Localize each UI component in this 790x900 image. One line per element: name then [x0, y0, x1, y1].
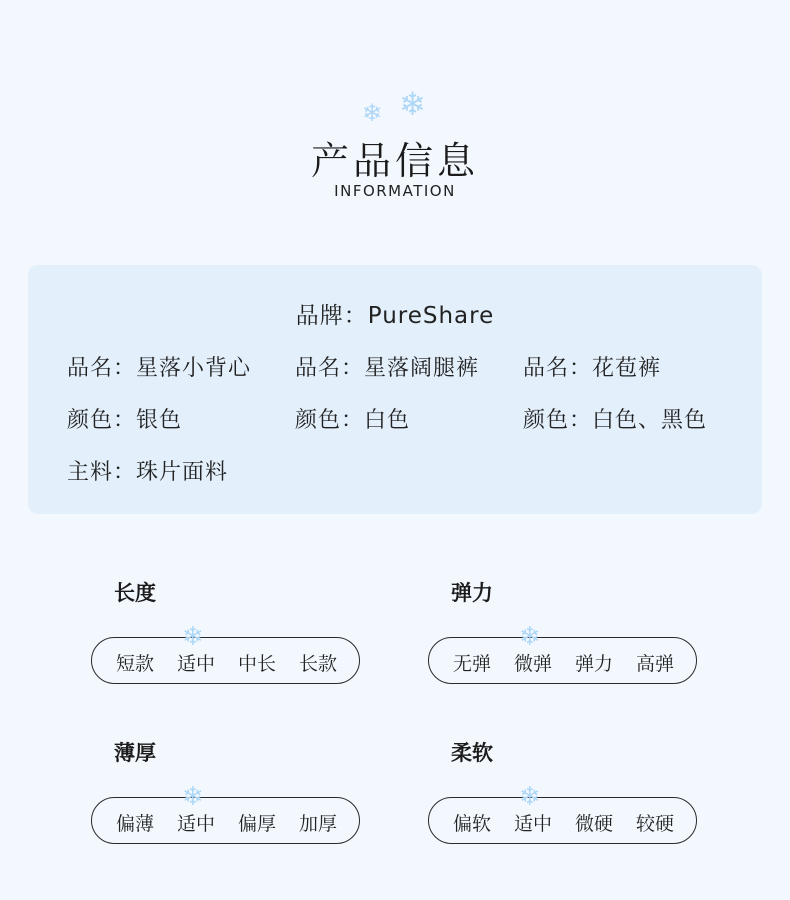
page-title: 产品信息	[310, 139, 479, 183]
elasticity-option: 高弹	[635, 653, 674, 675]
softness-scale	[428, 782, 697, 844]
product-name-vest: 品名：星落小背心	[67, 356, 252, 381]
softness-option: 微硬	[574, 813, 613, 835]
softness-option-selected: 适中	[513, 813, 552, 835]
color-vest: 颜色：银色	[67, 408, 183, 433]
snowflake-marker-icon: ❄	[519, 622, 541, 652]
elasticity-option: 无弹	[452, 653, 491, 675]
color-wide-pants: 颜色：白色	[295, 408, 411, 433]
elasticity-option-selected: 微弹	[513, 653, 552, 675]
snowflake-icon-large: ❄	[399, 85, 426, 123]
elasticity-scale	[428, 622, 697, 684]
attribute-label-thickness: 薄厚	[114, 741, 156, 765]
snowflake-icon-small: ❄	[362, 99, 383, 127]
elasticity-option: 弹力	[574, 653, 613, 675]
length-option: 中长	[237, 653, 276, 675]
color-bud-pants: 颜色：白色、黑色	[523, 408, 708, 433]
product-name-wide-pants: 品名：星落阔腿裤	[295, 356, 480, 381]
attribute-label-elasticity: 弹力	[451, 581, 493, 605]
thickness-option-selected: 适中	[176, 813, 215, 835]
softness-option: 较硬	[635, 813, 674, 835]
thickness-option: 加厚	[298, 813, 337, 835]
thickness-scale	[91, 782, 360, 844]
attribute-label-length: 长度	[114, 581, 156, 605]
softness-option: 偏软	[452, 813, 491, 835]
product-name-bud-pants: 品名：花苞裤	[523, 356, 662, 381]
page-subtitle: INFORMATION	[334, 182, 456, 200]
length-scale	[91, 622, 360, 684]
length-option: 长款	[298, 653, 337, 675]
snowflake-marker-icon: ❄	[182, 782, 204, 812]
brand-text: 品牌：PureShare	[295, 303, 495, 329]
thickness-option: 偏薄	[115, 813, 154, 835]
snowflake-marker-icon: ❄	[182, 622, 204, 652]
main-material: 主料：珠片面料	[67, 460, 229, 485]
length-option-selected: 适中	[176, 653, 215, 675]
snowflake-marker-icon: ❄	[519, 782, 541, 812]
thickness-option: 偏厚	[237, 813, 276, 835]
attribute-label-softness: 柔软	[451, 741, 493, 765]
product-info-card	[28, 265, 762, 514]
length-option: 短款	[115, 653, 154, 675]
